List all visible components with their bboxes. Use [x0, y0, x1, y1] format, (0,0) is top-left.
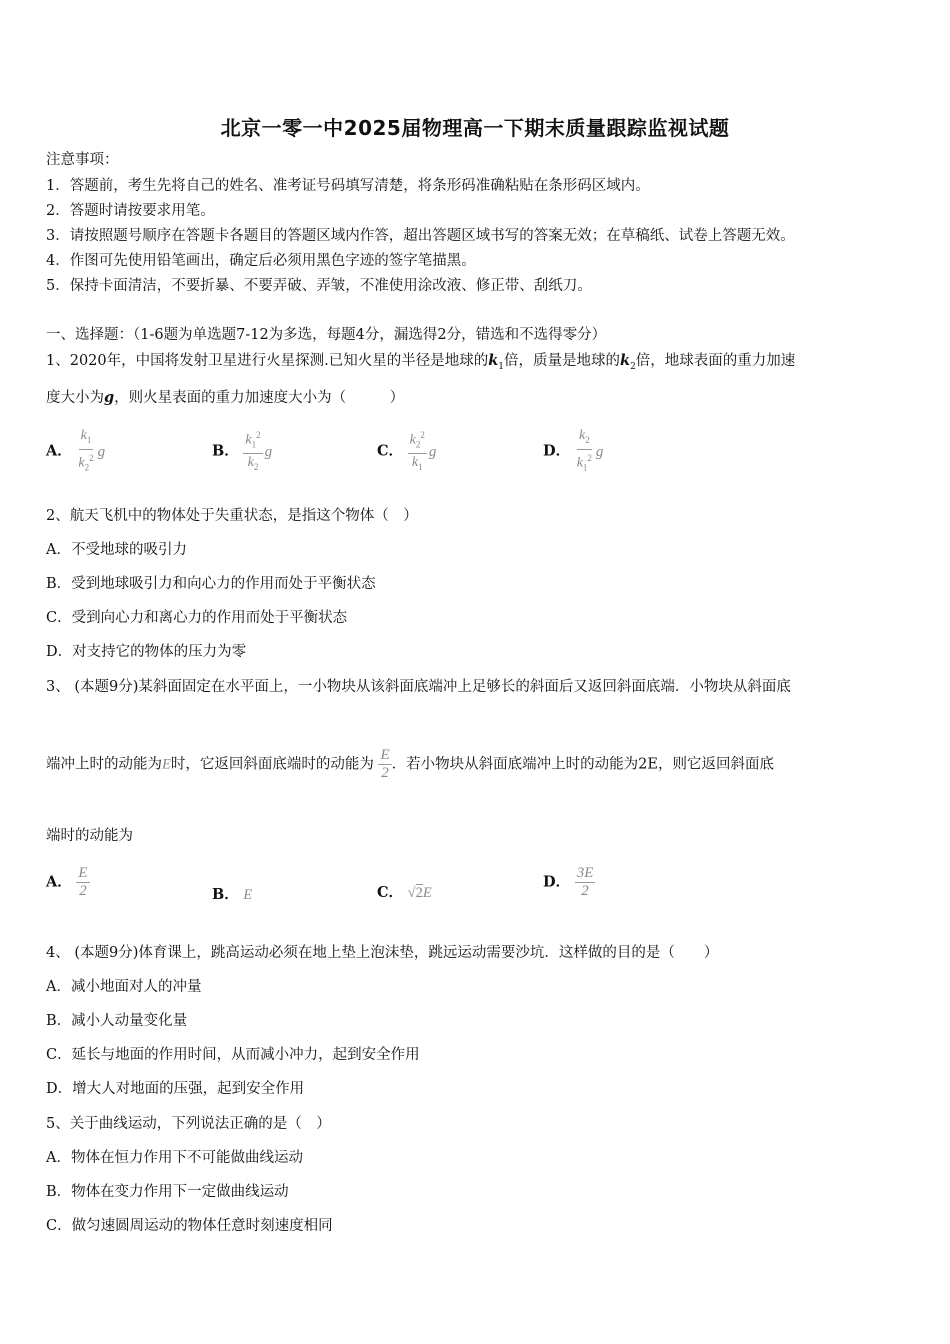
- q3-text: ．若小物块从斜面底端冲上时的动能为2E，则它返回斜面底: [391, 756, 774, 773]
- q2-stem: 2、航天飞机中的物体处于失重状态，是指这个物体（ ）: [46, 508, 418, 524]
- option-label: A．: [46, 442, 72, 460]
- q1-stem-line1: [46, 351, 795, 377]
- option-math: E: [243, 887, 253, 903]
- fraction: $\frac{k_1^2}{k_2}$: [245, 430, 261, 473]
- fraction: $\frac{3E}{2}$: [576, 865, 594, 899]
- fraction: $\frac{k_2}{k_1^2}$: [576, 428, 592, 473]
- q3-option-d[interactable]: [543, 866, 595, 899]
- option-label: D．: [543, 873, 571, 891]
- q1-text: 1、2020年，中国将发射卫星进行火星探测.已知火星的半径是地球的: [46, 353, 489, 369]
- section-heading: 一、选择题：（1-6题为单选题7-12为多选，每题4分，漏选得2分，错选和不选得零分）: [46, 327, 607, 343]
- fraction: $\frac{E}{2}$: [78, 865, 88, 899]
- var-g: g: [595, 443, 604, 460]
- page-title: 北京一零一中2025届物理高一下期末质量跟踪监视试题: [220, 116, 730, 140]
- q1-k1: k: [488, 352, 499, 369]
- q4-option-b[interactable]: B．减小人动量变化量: [46, 1013, 188, 1029]
- var-g: g: [264, 443, 273, 460]
- q3-e: E: [162, 756, 171, 773]
- q4-option-a[interactable]: A．减小地面对人的冲量: [46, 979, 202, 995]
- q1-k2: k: [620, 352, 631, 369]
- q3-text: 时，它返回斜面底端时的动能为: [170, 756, 374, 773]
- q1-k2-sub: 2: [630, 361, 636, 372]
- q1-text: 度大小为: [46, 390, 104, 406]
- q2-option-a[interactable]: A．不受地球的吸引力: [46, 542, 187, 558]
- notice-heading: 注意事项：: [46, 152, 119, 168]
- q3-stem-line2: [46, 748, 774, 781]
- notice-item: 4．作图可先使用铅笔画出，确定后必须用黑色字迹的签字笔描黑。: [46, 253, 476, 269]
- var-g: g: [97, 443, 106, 460]
- q4-option-c[interactable]: C．延长与地面的作用时间，从而减小冲力，起到安全作用: [46, 1047, 420, 1063]
- var-g: g: [428, 443, 437, 460]
- q1-option-c[interactable]: [377, 428, 436, 475]
- q1-option-a[interactable]: [46, 428, 105, 475]
- q2-option-c[interactable]: C．受到向心力和离心力的作用而处于平衡状态: [46, 610, 348, 626]
- q3-option-a[interactable]: [46, 866, 90, 899]
- q5-option-c[interactable]: C．做匀速圆周运动的物体任意时刻速度相同: [46, 1218, 333, 1234]
- sqrt-icon: √: [407, 885, 416, 901]
- q5-option-b[interactable]: B．物体在变力作用下一定做曲线运动: [46, 1184, 289, 1200]
- option-label: B．: [212, 886, 239, 903]
- q1-k1-sub: 1: [498, 361, 505, 372]
- fraction: $\frac{E}{2}$: [380, 747, 390, 781]
- q1-stem-line2: [46, 388, 404, 408]
- fraction: $\frac{k_2^2}{k_1}$: [409, 430, 425, 473]
- q3-text: 端冲上时的动能为: [46, 756, 162, 773]
- option-label: A．: [46, 873, 72, 891]
- option-label: D．: [543, 442, 571, 460]
- q1-g: g: [104, 389, 115, 406]
- notice-item: 2．答题时请按要求用笔。: [46, 203, 215, 219]
- q5-stem: 5、关于曲线运动，下列说法正确的是（ ）: [46, 1116, 331, 1132]
- q1-option-d[interactable]: [543, 428, 603, 475]
- notice-item: 5．保持卡面清洁，不要折暴、不要弄破、弄皱，不准使用涂改液、修正带、刮纸刀。: [46, 278, 592, 294]
- q4-stem: 4、 (本题9分)体育课上，跳高运动必须在地上垫上泡沫垫，跳远运动需要沙坑．这样做的目的是（ ）: [46, 945, 719, 961]
- q1-option-b[interactable]: [212, 428, 272, 475]
- fraction: $\frac{k_1}{k_2^2}$: [78, 428, 94, 473]
- q4-option-d[interactable]: D．增大人对地面的压强，起到安全作用: [46, 1081, 305, 1097]
- option-math: E: [422, 885, 432, 901]
- q3-stem-line1: 3、 (本题9分)某斜面固定在水平面上，一小物块从该斜面底端冲上足够长的斜面后又返回斜面底端．小物块从斜面底: [46, 679, 791, 695]
- q1-text: 倍，质量是地球的: [504, 353, 621, 369]
- q3-stem-line3: 端时的动能为: [46, 828, 133, 844]
- option-label: C．: [377, 884, 404, 901]
- q3-option-c[interactable]: [377, 883, 432, 903]
- radicand: 2: [415, 885, 423, 901]
- option-label: C．: [377, 442, 404, 460]
- q5-option-a[interactable]: A．物体在恒力作用下不可能做曲线运动: [46, 1150, 303, 1166]
- q2-option-d[interactable]: D．对支持它的物体的压力为零: [46, 644, 247, 660]
- notice-item: 3．请按照题号顺序在答题卡各题目的答题区域内作答，超出答题区域书写的答案无效；在草稿纸、试卷上答题无效。: [46, 228, 795, 244]
- q3-option-b[interactable]: [212, 885, 252, 905]
- q2-option-b[interactable]: B．受到地球吸引力和向心力的作用而处于平衡状态: [46, 576, 376, 592]
- q1-text: 倍，地球表面的重力加速: [635, 353, 796, 369]
- option-label: B．: [212, 442, 239, 460]
- q1-text: ，则火星表面的重力加速度大小为（ ）: [114, 390, 405, 406]
- notice-item: 1．答题前，考生先将自己的姓名、准考证号码填写清楚，将条形码准确粘贴在条形码区域内。: [46, 178, 650, 194]
